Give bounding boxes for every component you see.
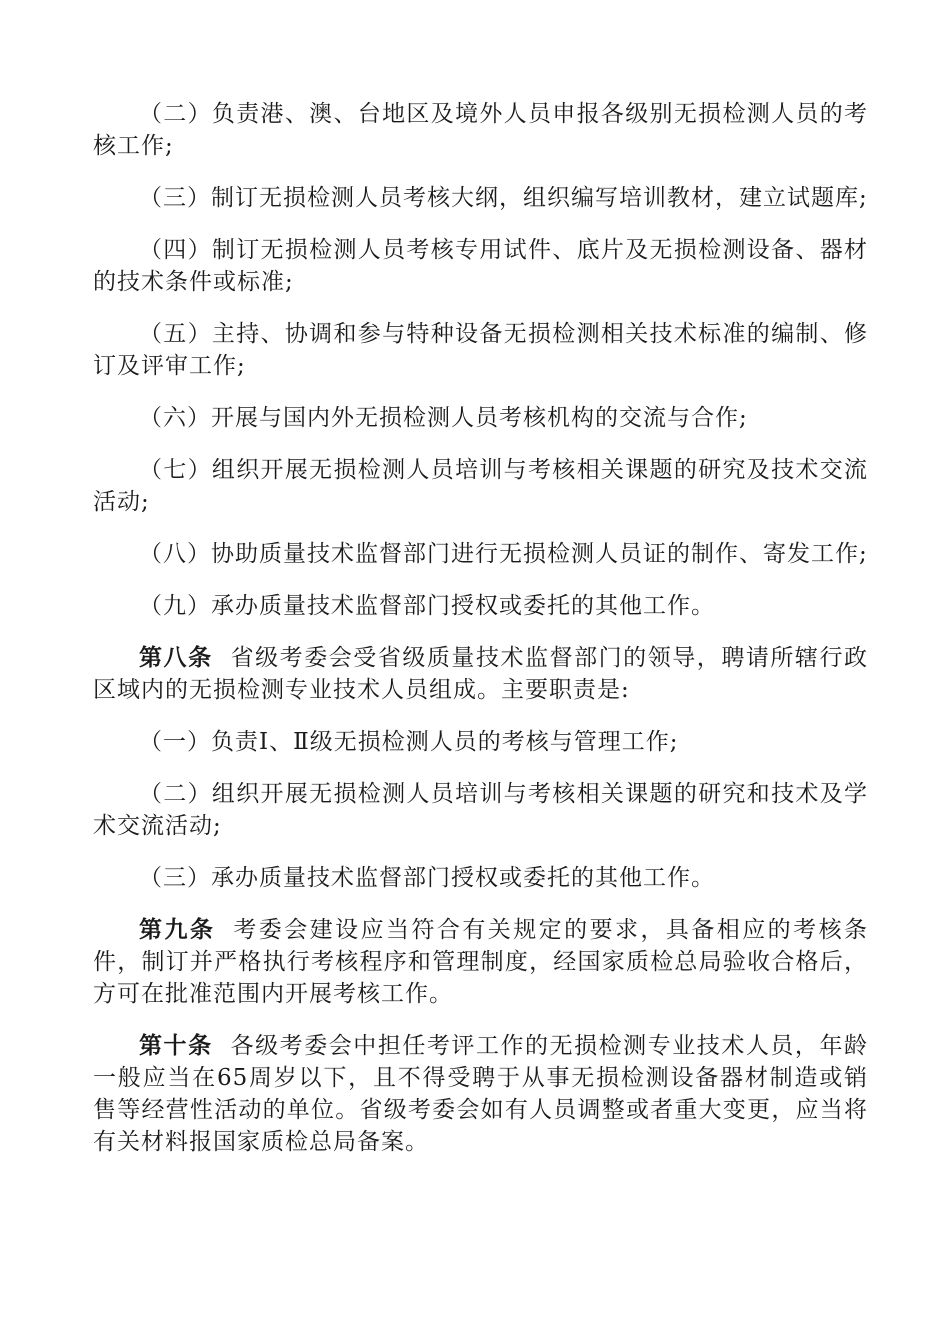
article-10 <box>93 1030 868 1158</box>
paragraph-text: 省级考委会受省级质量技术监督部门的领导，聘请所辖行政区域内的无损检测专业技术人员组成。主要职责是: <box>93 645 869 703</box>
paragraph-text: （四）制订无损检测人员考核专用试件、底片及无损检测设备、器材的技术条件或标准; <box>93 237 868 295</box>
paragraph-item-2 <box>93 98 868 162</box>
paragraph-item-3 <box>93 182 868 214</box>
paragraph-text: （三）承办质量技术监督部门授权或委托的其他工作。 <box>139 865 715 891</box>
paragraph-text: （七）组织开展无损检测人员培训与考核相关课题的研究及技术交流活动; <box>93 457 868 515</box>
paragraph-text: （二）组织开展无损检测人员培训与考核相关课题的研究和技术及学术交流活动; <box>93 781 868 839</box>
paragraph-text: 考委会建设应当符合有关规定的要求，具备相应的考核条件，制订并严格执行考核程序和管理制度，经国家质检总局验收合格后，方可在批准范围内开展考核工作。 <box>93 917 869 1007</box>
paragraph-text: （二）负责港、澳、台地区及境外人员申报各级别无损检测人员的考核工作; <box>93 101 868 159</box>
paragraph-item-1 <box>93 726 868 758</box>
paragraph-text: （三）制订无损检测人员考核大纲，组织编写培训教材，建立试题库; <box>139 185 868 211</box>
article-8 <box>93 642 868 706</box>
article-heading: 第十条 <box>139 1032 213 1059</box>
paragraph-text: （九）承办质量技术监督部门授权或委托的其他工作。 <box>139 593 715 619</box>
paragraph-item-8 <box>93 538 868 570</box>
paragraph-item-7 <box>93 454 868 518</box>
article-heading: 第九条 <box>139 916 216 943</box>
article-heading: 第八条 <box>139 644 213 671</box>
paragraph-text: （五）主持、协调和参与特种设备无损检测相关技术标准的编制、修订及评审工作; <box>93 321 868 379</box>
document-body <box>93 98 868 1178</box>
paragraph-item-5 <box>93 318 868 382</box>
paragraph-text: 各级考委会中担任考评工作的无损检测专业技术人员，年龄一般应当在65周岁以下，且不得受聘于从事无损检测设备器材制造或销售等经营性活动的单位。省级考委会如有人员调整或者重大变更，应当将有关材料报国家质检总局备案。 <box>93 1033 869 1155</box>
paragraph-text: （八）协助质量技术监督部门进行无损检测人员证的制作、寄发工作; <box>139 541 868 567</box>
paragraph-item-2 <box>93 778 868 842</box>
paragraph-text: （一）负责Ⅰ、Ⅱ级无损检测人员的考核与管理工作; <box>139 729 679 755</box>
paragraph-item-9 <box>93 590 868 622</box>
paragraph-item-6 <box>93 402 868 434</box>
paragraph-text: （六）开展与国内外无损检测人员考核机构的交流与合作; <box>139 405 748 431</box>
paragraph-item-4 <box>93 234 868 298</box>
paragraph-item-3 <box>93 862 868 894</box>
article-9 <box>93 914 868 1010</box>
